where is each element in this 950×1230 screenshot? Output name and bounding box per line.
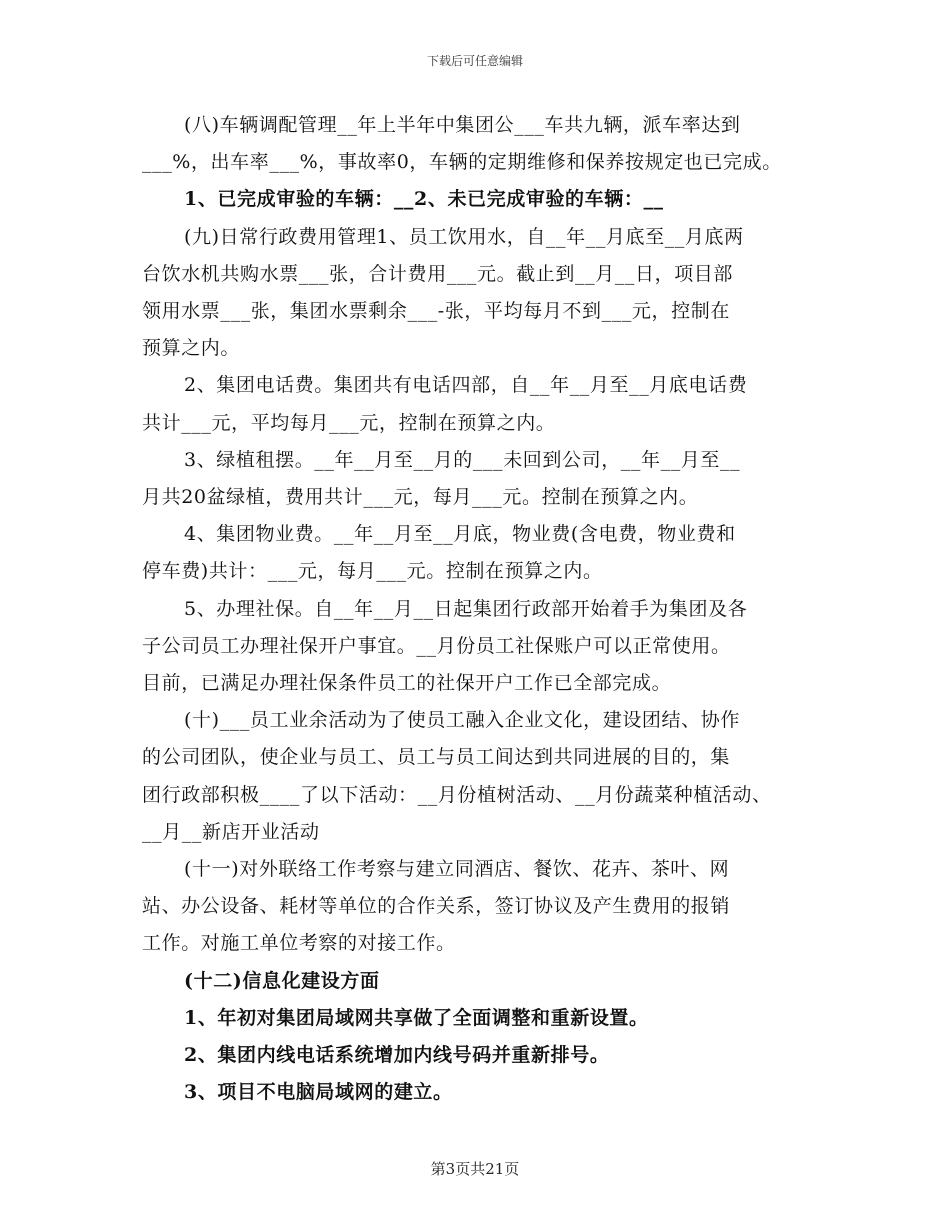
page-footer: 第3页共21页 <box>430 1160 520 1178</box>
text-line: ___%，出车率___%，事故率0，车辆的定期维修和保养按规定也已完成。 <box>142 151 782 174</box>
paragraph <box>142 963 807 1000</box>
text-line: 1、年初对集团局域网共享做了全面调整和重新设置。 <box>184 1006 649 1029</box>
text-line: 共计___元，平均每月___元，控制在预算之内。 <box>142 411 556 434</box>
text-line: 站、办公设备、耗材等单位的合作关系，签订协议及产生费用的报销 <box>142 895 731 918</box>
paragraph <box>142 1074 807 1111</box>
paragraph <box>142 219 807 368</box>
text-line: 月共20盆绿植，费用共计___元，每月___元。控制在预算之内。 <box>142 486 699 509</box>
text-line: 停车费)共计：___元，每月___元。控制在预算之内。 <box>142 560 603 583</box>
paragraph <box>142 107 807 181</box>
text-line: 团行政部积极____了以下活动：__月份植树活动、__月份蔬菜种植活动、 <box>142 783 772 806</box>
text-line: (十)___员工业余活动为了使员工融入企业文化，建设团结、协作 <box>184 709 740 732</box>
paragraph <box>142 442 807 516</box>
document-body <box>142 107 807 1111</box>
text-line: 2、集团内线电话系统增加内线号码并重新排号。 <box>184 1044 610 1067</box>
text-line: (十一)对外联络工作考察与建立同酒店、餐饮、花卉、茶叶、网 <box>184 858 730 881</box>
paragraph <box>142 516 807 590</box>
paragraph <box>142 591 807 703</box>
page-header: 下载后可任意编辑 <box>426 54 523 68</box>
text-line: (八)车辆调配管理__年上半年中集团公___车共九辆，派车率达到 <box>184 114 741 136</box>
paragraph <box>142 702 807 851</box>
text-line: 台饮水机共购水票___张，合计费用___元。截止到__月__日，项目部 <box>142 262 734 285</box>
text-line: 的公司团队，使企业与员工、员工与员工间达到共同进展的目的，集 <box>142 746 731 769</box>
paragraph <box>142 181 807 218</box>
text-line: 工作。对施工单位考察的对接工作。 <box>142 932 456 955</box>
text-line: 2、集团电话费。集团共有电话四部，自__年__月至__月底电话费 <box>184 374 748 397</box>
text-line: __月__新店开业活动 <box>142 820 320 843</box>
text-line: (九)日常行政费用管理1、员工饮用水，自__年__月底至__月底两 <box>184 225 744 248</box>
paragraph <box>142 1037 807 1074</box>
text-line: 领用水票___张，集团水票剩余___-张，平均每月不到___元，控制在 <box>142 300 730 323</box>
paragraph <box>142 851 807 963</box>
text-line: 3、项目不电脑局域网的建立。 <box>184 1081 453 1104</box>
text-line: (十二)信息化建设方面 <box>184 969 380 992</box>
text-line: 目前，已满足办理社保条件员工的社保开户工作已全部完成。 <box>142 672 672 695</box>
paragraph <box>142 1000 807 1037</box>
text-line: 预算之内。 <box>142 337 241 360</box>
text-line: 1、已完成审验的车辆：__2、未已完成审验的车辆：__ <box>184 188 664 211</box>
text-line: 4、集团物业费。__年__月至__月底，物业费(含电费，物业费和 <box>184 523 736 546</box>
paragraph <box>142 367 807 441</box>
text-line: 5、办理社保。自__年__月__日起集团行政部开始着手为集团及各 <box>184 597 748 620</box>
text-line: 3、绿植租摆。__年__月至__月的___未回到公司，__年__月至__ <box>184 448 741 471</box>
text-line: 子公司员工办理社保开户事宜。__月份员工社保账户可以正常使用。 <box>142 634 731 657</box>
